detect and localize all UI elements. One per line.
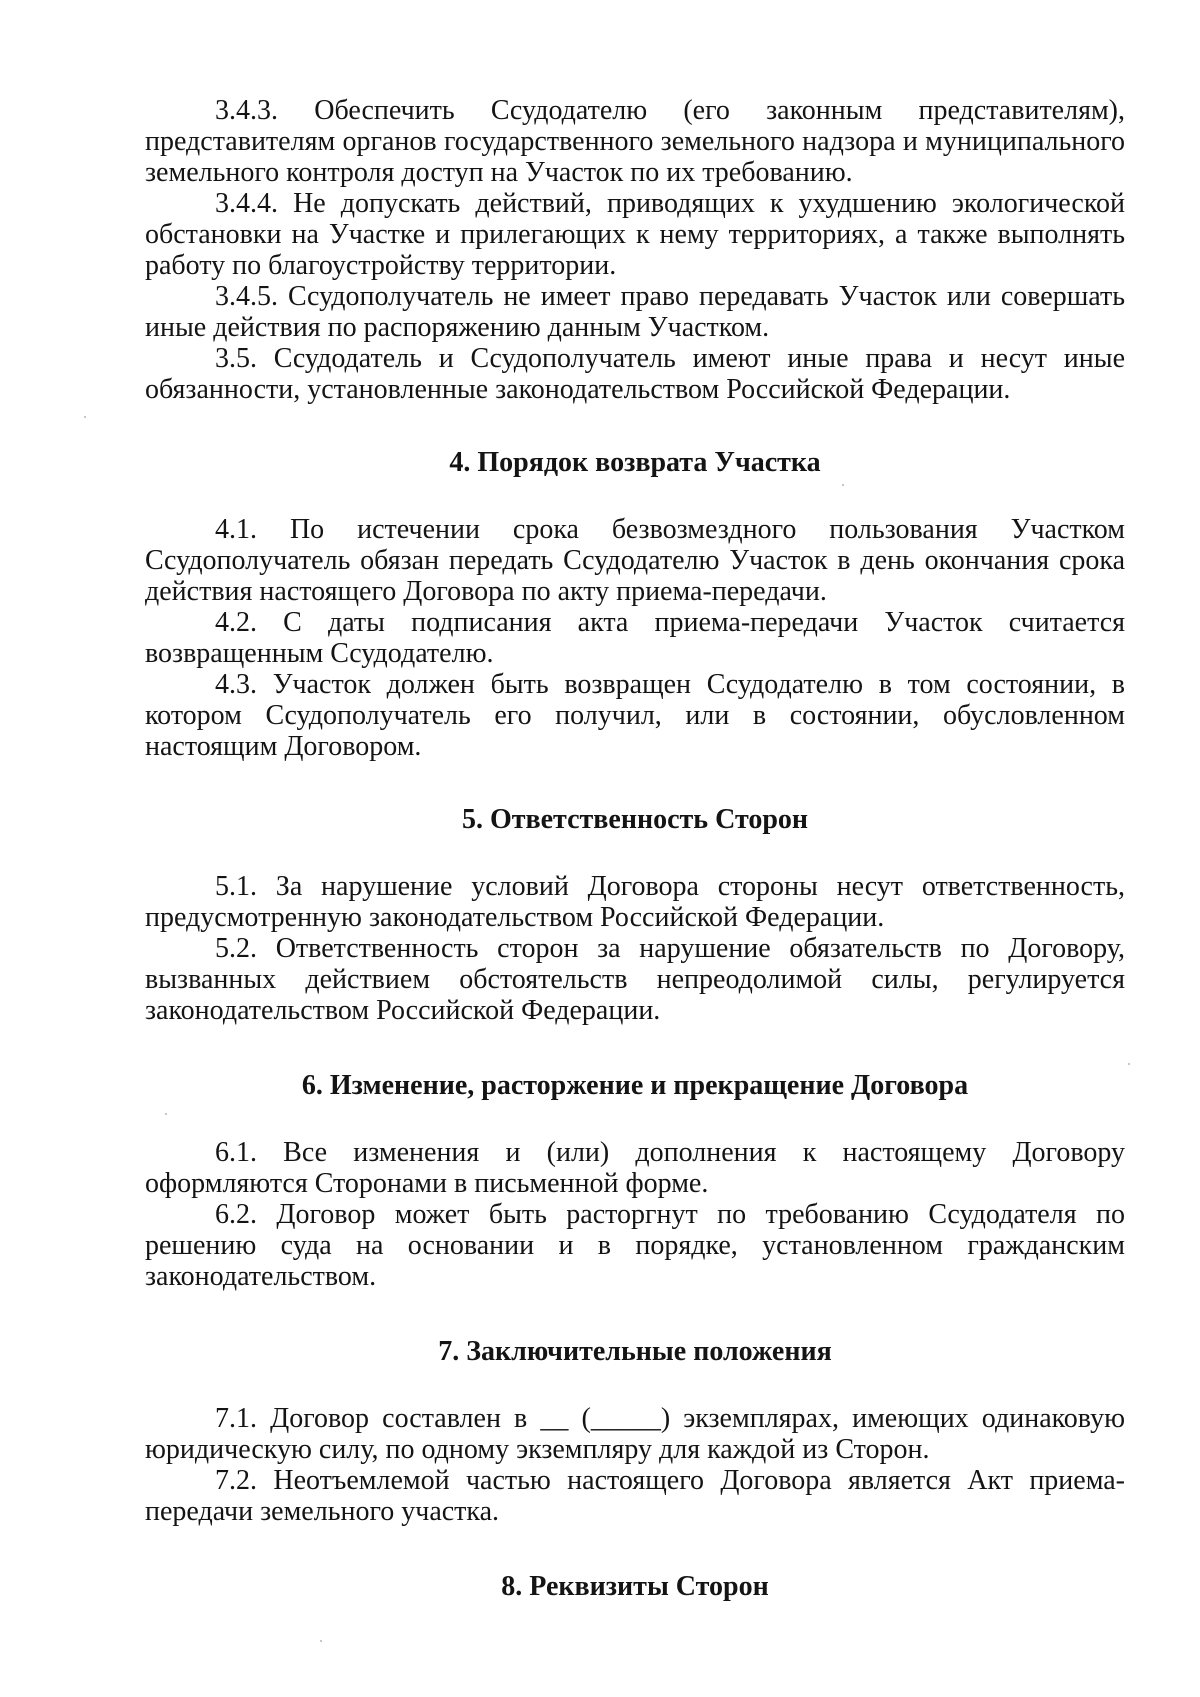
document-body	[145, 95, 1125, 1602]
section-8-heading: 8. Реквизиты Сторон	[501, 1571, 769, 1602]
section-5-heading: 5. Ответственность Сторон	[461, 804, 809, 835]
clause-3-5: 3.5. Ссудодатель и Ссудополучатель имеют иные права и несут иные обязанности, установленные законодательством Российской Федерации.	[145, 343, 1125, 405]
clause-4-3: 4.3. Участок должен быть возвращен Ссудодателю в том состоянии, в котором Ссудополучатель его получил, или в состоянии, обусловленном настоящим Договором.	[145, 669, 1125, 762]
scan-speck	[320, 1640, 322, 1642]
clause-4-1: 4.1. По истечении срока безвозмездного пользования Участком Ссудополучатель обязан передать Ссудодателю Участок в день окончания срока действия настоящего Договора по акту приема-передачи.	[145, 514, 1125, 607]
scan-speck	[842, 484, 844, 486]
clause-3-4-4: 3.4.4. Не допускать действий, приводящих к ухудшению экологической обстановки на Участке и прилегающих к нему территориях, а также выполнять работу по благоустройству территории.	[145, 188, 1125, 281]
clause-3-4-3: 3.4.3. Обеспечить Ссудодателю (его законным представителям), представителям органов государственного земельного надзора и муниципального земельного контроля доступ на Участок по их требованию.	[145, 95, 1125, 188]
section-6-heading: 6. Изменение, расторжение и прекращение Договора	[301, 1070, 969, 1101]
scan-speck	[1128, 1063, 1130, 1065]
clause-6-2: 6.2. Договор может быть расторгнут по требованию Ссудодателя по решению суда на основании и в порядке, установленном гражданским законодательством.	[145, 1199, 1125, 1292]
clause-7-2: 7.2. Неотъемлемой частью настоящего Договора является Акт приема-передачи земельного участка.	[145, 1465, 1125, 1527]
scan-speck	[165, 1113, 167, 1115]
section-4-heading: 4. Порядок возврата Участка	[449, 447, 821, 478]
clause-5-2: 5.2. Ответственность сторон за нарушение обязательств по Договору, вызванных действием обстоятельств непреодолимой силы, регулируется законодательством Российской Федерации.	[145, 933, 1125, 1026]
clause-4-2: 4.2. С даты подписания акта приема-передачи Участок считается возвращенным Ссудодателю.	[145, 607, 1125, 669]
section-7-heading: 7. Заключительные положения	[438, 1336, 832, 1367]
clause-5-1: 5.1. За нарушение условий Договора стороны несут ответственность, предусмотренную законодательством Российской Федерации.	[145, 871, 1125, 933]
clause-7-1: 7.1. Договор составлен в __ (_____) экземплярах, имеющих одинаковую юридическую силу, по одному экземпляру для каждой из Сторон.	[145, 1403, 1125, 1465]
clause-6-1: 6.1. Все изменения и (или) дополнения к настоящему Договору оформляются Сторонами в письменной форме.	[145, 1137, 1125, 1199]
clause-3-4-5: 3.4.5. Ссудополучатель не имеет право передавать Участок или совершать иные действия по распоряжению данным Участком.	[145, 281, 1125, 343]
scan-speck	[84, 416, 86, 418]
